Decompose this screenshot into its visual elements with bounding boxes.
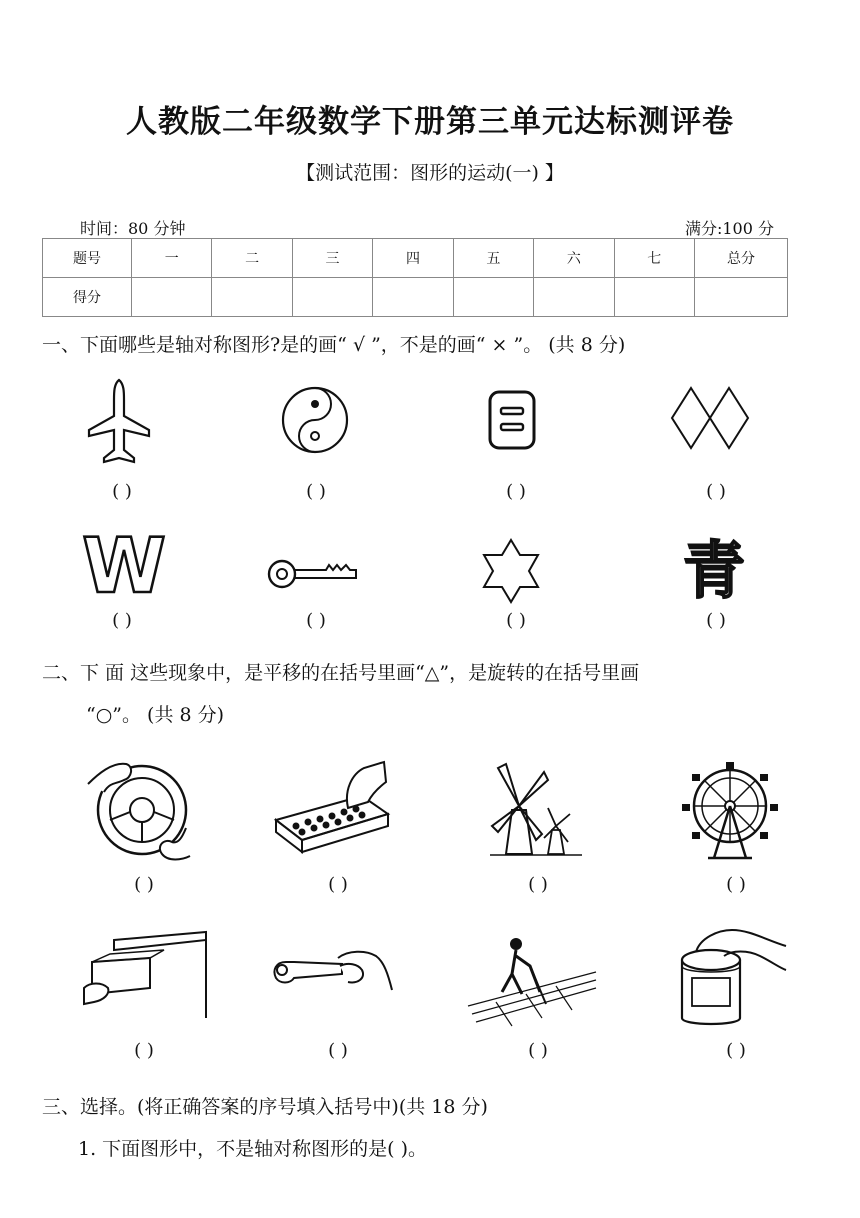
answer-paren[interactable]: ( )	[506, 610, 526, 631]
table-header-cell: 二	[212, 239, 292, 278]
question-1: 1. 下面图形中，不是轴对称图形的是( )。	[78, 1138, 428, 1160]
table-header-cell: 七	[614, 239, 694, 278]
rounded-square-icon	[488, 390, 538, 450]
score-table	[42, 238, 788, 317]
table-header-cell: 四	[373, 239, 453, 278]
answer-paren[interactable]: ( )	[328, 874, 348, 895]
section2-heading-line2: “○”。 (共 8 分)	[86, 704, 225, 726]
table-header-cell: 题号	[43, 239, 132, 278]
score-table-header-row	[43, 239, 788, 278]
abacus-icon	[272, 760, 392, 856]
svg-text:W: W	[82, 521, 166, 610]
score-cell[interactable]	[453, 278, 533, 317]
table-header-cell: 一	[132, 239, 212, 278]
section2-heading-line1: 二、下 面 这些现象中，是平移的在括号里画“△”，是旋转的在括号里画	[42, 662, 640, 684]
answer-paren[interactable]: ( )	[112, 610, 132, 631]
score-cell[interactable]	[534, 278, 614, 317]
answer-paren[interactable]: ( )	[306, 610, 326, 631]
answer-paren[interactable]: ( )	[134, 874, 154, 895]
table-header-cell: 六	[534, 239, 614, 278]
test-range-subtitle: 【测试范围：图形的运动(一) 】	[296, 162, 564, 184]
airplane-icon	[86, 378, 152, 466]
yin-yang-icon	[281, 386, 349, 454]
answer-paren[interactable]: ( )	[134, 1040, 154, 1061]
answer-paren[interactable]: ( )	[306, 481, 326, 502]
score-cell[interactable]	[614, 278, 694, 317]
six-point-star-icon	[478, 536, 544, 606]
windmill-icon	[488, 760, 584, 858]
qing-character-icon	[682, 532, 746, 607]
full-score-label: 满分:100 分	[684, 219, 774, 238]
table-header-cell: 三	[292, 239, 372, 278]
table-row-label: 得分	[43, 278, 132, 317]
table-header-cell: 五	[453, 239, 533, 278]
jar-lid-icon	[676, 926, 788, 1030]
page-title: 人教版二年级数学下册第三单元达标测评卷	[126, 104, 734, 140]
answer-paren[interactable]: ( )	[328, 1040, 348, 1061]
steering-wheel-icon	[86, 756, 192, 862]
section1-heading: 一、下面哪些是轴对称图形?是的画“ √ ”，不是的画“ × ”。 (共 8 分)	[42, 334, 626, 356]
answer-paren[interactable]: ( )	[112, 481, 132, 502]
answer-paren[interactable]: ( )	[528, 1040, 548, 1061]
score-cell[interactable]	[212, 278, 292, 317]
answer-paren[interactable]: ( )	[726, 1040, 746, 1061]
drawer-icon	[80, 930, 208, 1022]
score-cell[interactable]	[132, 278, 212, 317]
score-cell[interactable]	[292, 278, 372, 317]
score-table-score-row	[43, 278, 788, 317]
sweeping-worker-icon	[466, 932, 598, 1028]
score-cell[interactable]	[373, 278, 453, 317]
table-header-cell: 总分	[695, 239, 788, 278]
letter-w-icon	[82, 521, 166, 610]
svg-text:青: 青	[682, 534, 746, 607]
section3-heading: 三、选择。(将正确答案的序号填入括号中)(共 18 分)	[42, 1096, 488, 1118]
answer-paren[interactable]: ( )	[706, 610, 726, 631]
answer-paren[interactable]: ( )	[726, 874, 746, 895]
key-icon	[266, 556, 362, 592]
answer-paren[interactable]: ( )	[528, 874, 548, 895]
double-diamond-icon	[670, 386, 752, 452]
answer-paren[interactable]: ( )	[706, 481, 726, 502]
time-label: 时间：80 分钟	[80, 219, 186, 238]
ferris-wheel-icon	[678, 760, 784, 864]
score-cell[interactable]	[695, 278, 788, 317]
wrench-icon	[268, 940, 394, 1004]
answer-paren[interactable]: ( )	[506, 481, 526, 502]
